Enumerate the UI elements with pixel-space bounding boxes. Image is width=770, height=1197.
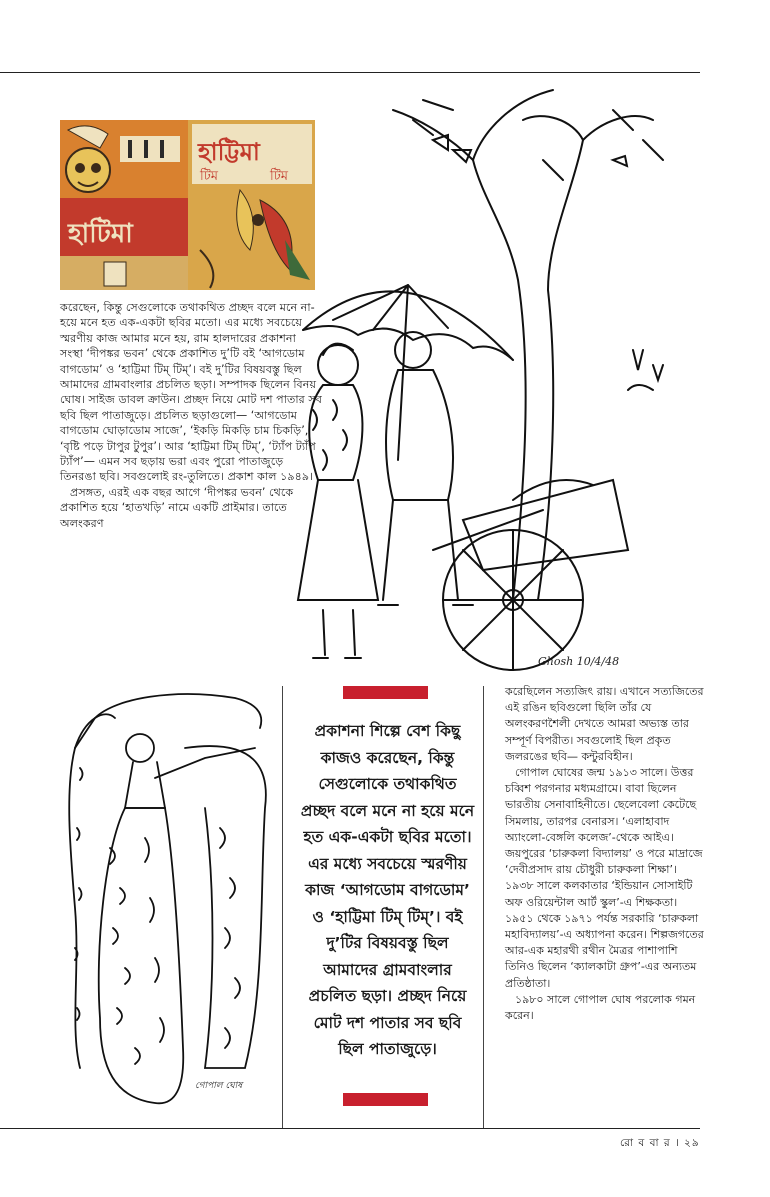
- article-paragraph: করেছিলেন সত্যজিৎ রায়। এখানে সত্যজিতের এই রঙিন ছবিগুলো ছিলি তাঁর যে অলংকরণশৈলী দেখতে আমরা অভ্যস্ত তার সম্পূর্ণ বিপরীত। সবগুলোই ছিল প্রকৃত জলরঙের ছবি— কন্টুরবিহীন।: [505, 685, 704, 763]
- column-divider-right: [483, 686, 484, 1128]
- right-cover-subtitle-2: টিম: [270, 169, 289, 184]
- page-footer: রো ব বা র । ২৯: [620, 1137, 700, 1149]
- article-paragraph: গোপাল ঘোষের জন্ম ১৯১৩ সালে। উত্তর চব্বিশ পরগনার মধ্যমগ্রামে। বাবা ছিলেন ভারতীয় সেনাবাহিনীতে। ছেলেবেলা কেটেছে সিমলায়, তারপর বেনারস। ‘এলাহাবাদ অ্যাংলো-বেঙ্গলি কলেজ’-থেকে আইএ। জয়পুরের ‘চারুকলা বিদ্যালয়’ ও পরে মাদ্রাজে ‘দেবীপ্রসাদ রায় চৌধুরী চারুকলা শিক্ষা’। ১৯৩৮ সালে কলকাতার ‘ইন্ডিয়ান সোসাইটি অফ ওরিয়েন্টাল আর্ট স্কুল’-এ শিক্ষকতা। ১৯৫১ থেকে ১৯৭১ পর্যন্ত সরকারি ‘চারুকলা মহাবিদ্যালয়’-এ অধ্যাপনা করেন। শিল্পজগতের আর-এক মহারথী রথীন মৈত্রর পাশাপাশি তিনিও ছিলেন ‘ক্যালকাটা গ্রুপ’-এর অন্যতম প্রতিষ্ঠাতা।: [505, 766, 704, 990]
- column-divider-left: [282, 686, 283, 1128]
- article-paragraph: করেছেন, কিন্তু সেগুলোকে তথাকথিত প্রচ্ছদ বলে মনে না-হয়ে মনে হত এক-একটা ছবির মতো। এর মধ্যে সবচেয়ে স্মরণীয় কাজ আমার মনে হয়, রাম হালদারের প্রকাশনা সংস্থা ‘দীপঙ্কর ভবন’ থেকে প্রকাশিত দু’টি বই ‘আগডোম বাগডোম’ ও ‘হাট্টিমা টিম্‌ টিম্‌’। বই দু’টির বিষয়বস্তু ছিল আমাদের গ্রামবাংলার প্রচলিত ছড়া। সম্পাদক ছিলেন বিনয় ঘোষ। সাইজ ডাবল ক্রাউন। প্রচ্ছদ নিয়ে মোট দশ পাতার সব ছবি ছিল পাতাজুড়ে। প্রচলিত ছড়াগুলো— ‘আগডোম বাগডোম ঘোড়াডোম সাজে’, ‘ইকড়ি মিকড়ি চাম চিকড়ি’, ‘বৃষ্টি পড়ে টাপুর টুপুর’। আর ‘হাট্টিমা টিম্‌ টিম্‌’, ‘ট্যাঁপ ট্যাঁপ ট্যাঁপ’— এমন সব ছড়ায় ভরা এবং পুরো পাতাজুড়ে তিনরঙা ছবি। সবগুলোই রং-তুলিতে। প্রকাশ কাল ১৯৪৯।: [60, 301, 322, 484]
- article-paragraph: ১৯৮০ সালে গোপাল ঘোষ পরলোক গমন করেন।: [505, 992, 696, 1023]
- sketch-signature: Ghosh 10/4/48: [538, 655, 620, 668]
- woman-saree-sketch: [55, 688, 280, 1128]
- left-cover-title: হাটিমা: [68, 219, 133, 249]
- sketch-signature-bottom: গোপাল ঘোষ: [195, 1081, 243, 1091]
- pull-quote-accent-bottom: [343, 1093, 428, 1106]
- right-cover-subtitle-1: টিম: [200, 169, 219, 184]
- article-column-left: [60, 300, 322, 531]
- pull-quote: প্রকাশনা শিল্পে বেশ কিছু কাজও করেছেন, কিন্তু সেগুলোকে তথাকথিত প্রচ্ছদ বলে মনে না হয়ে মনে হত এক-একটা ছবির মতো। এর মধ্যে সবচেয়ে স্মরণীয় কাজ ‘আগডোম বাগডোম’ ও ‘হাট্টিমা টিম্‌ টিম্‌’। বই দু’টির বিষয়বস্তু ছিল আমাদের গ্রামবাংলার প্রচলিত ছড়া। প্রচ্ছদ নিয়ে মোট দশ পাতার সব ছবি ছিল পাতাজুড়ে।: [300, 722, 475, 1058]
- pull-quote-accent-top: [343, 686, 428, 699]
- bottom-rule: [0, 1128, 700, 1129]
- book-covers-image: [60, 120, 315, 290]
- article-paragraph: প্রসঙ্গত, এরই এক বছর আগে ‘দীপঙ্কর ভবন’ থেকে প্রকাশিত হয়ে ‘হাতখড়ি’ নামে একটি প্রাইমার। তাতে অলংকরণ: [60, 485, 294, 530]
- top-rule: [0, 72, 700, 73]
- article-column-right: [505, 684, 705, 1024]
- couple-umbrella-sketch: [283, 80, 703, 680]
- right-cover-title: হাট্টিমা: [198, 138, 260, 166]
